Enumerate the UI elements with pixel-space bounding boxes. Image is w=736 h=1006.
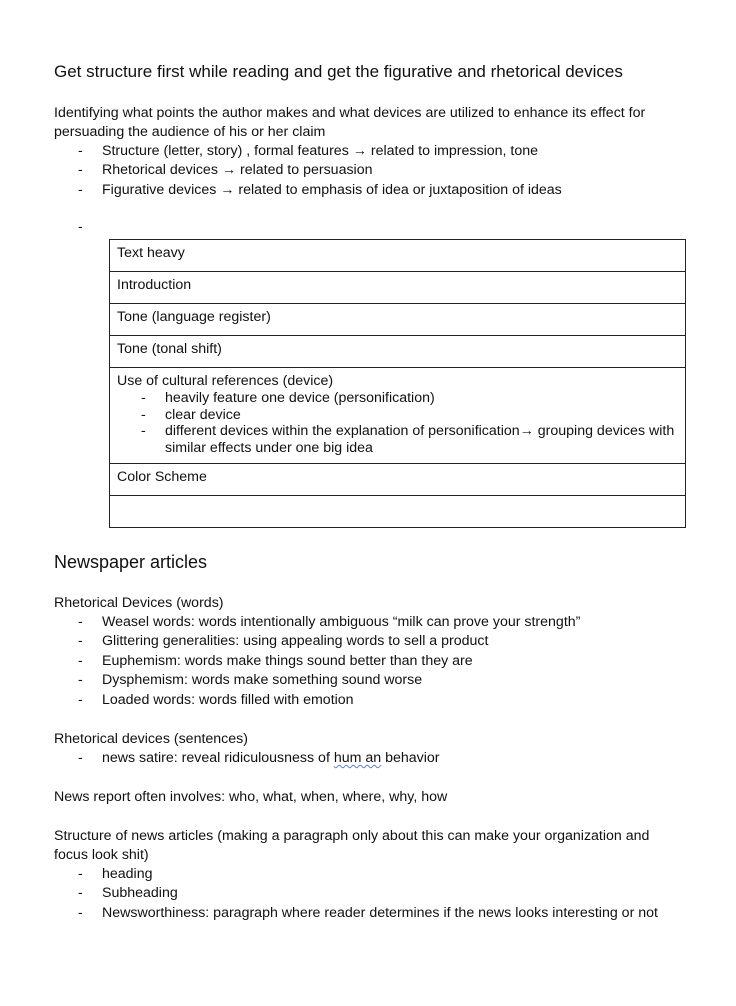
table-cell-cultural-references	[110, 368, 686, 464]
reading-bullet-list	[54, 142, 694, 200]
list-item: - Structure (letter, story) , formal features → related to impression, tone	[54, 142, 694, 161]
words-list	[54, 613, 704, 710]
list-item: - Newsworthiness: paragraph where reader determines if the news looks interesting or not	[54, 904, 714, 923]
table-cell-empty	[110, 495, 686, 527]
table-row	[110, 240, 686, 272]
list-item	[54, 749, 704, 768]
list-item: - Loaded words: words filled with emotion	[54, 691, 704, 710]
notes-table	[109, 239, 686, 528]
list-item: - heavily feature one device (personification)	[117, 390, 678, 407]
list-item: - different devices within the explanation of personification→ grouping devices with similar effects under one big idea	[117, 423, 678, 457]
sentences-heading: Rhetorical devices (sentences)	[54, 731, 248, 747]
newspaper-title: Newspaper articles	[54, 552, 208, 572]
list-item: - Dysphemism: words make something sound worse	[54, 671, 704, 690]
table-cell: Introduction	[110, 272, 686, 304]
list-item: - Glittering generalities: using appealing words to sell a product	[54, 632, 704, 651]
list-item: - Euphemism: words make things sound better than they are	[54, 652, 704, 671]
spellcheck-flagged-word: hum an	[333, 750, 382, 766]
list-item: - clear device	[117, 407, 678, 424]
table-cell: Tone (language register)	[110, 304, 686, 336]
sentences-list	[54, 749, 704, 768]
reading-title: Get structure first while reading and get the figurative and rhetorical devices	[54, 62, 623, 81]
news-report-line: News report often involves: who, what, when, where, why, how	[54, 789, 448, 805]
table-row	[110, 463, 686, 495]
list-item: - Figurative devices → related to emphasis of idea or juxtaposition of ideas	[54, 181, 694, 200]
list-item: - Rhetorical devices → related to persuasion	[54, 161, 694, 180]
cultural-references-list	[117, 390, 678, 457]
reading-intro: Identifying what points the author makes and what devices are utilized to enhance its effect for persuading the audience of his or her claim	[54, 105, 646, 140]
list-item: - Weasel words: words intentionally ambiguous “milk can prove your strength”	[54, 613, 704, 632]
structure-intro: Structure of news articles (making a paragraph only about this can make your organization and focus look shit)	[54, 828, 650, 863]
table-cell: Color Scheme	[110, 463, 686, 495]
list-item: - heading	[54, 865, 714, 884]
table-row	[110, 304, 686, 336]
structure-list	[54, 865, 714, 923]
table-row	[110, 368, 686, 464]
empty-list-dash: -	[78, 219, 83, 235]
list-item: - Subheading	[54, 884, 714, 903]
table-cell: Tone (tonal shift)	[110, 336, 686, 368]
words-heading: Rhetorical Devices (words)	[54, 595, 224, 611]
satire-text-start: news satire: reveal ridiculousness of	[102, 750, 334, 766]
cultural-references-label: Use of cultural references (device)	[117, 373, 334, 389]
table-row	[110, 336, 686, 368]
table-row	[110, 495, 686, 527]
table-cell: Text heavy	[110, 240, 686, 272]
table-row	[110, 272, 686, 304]
satire-text-end: behavior	[381, 750, 440, 766]
